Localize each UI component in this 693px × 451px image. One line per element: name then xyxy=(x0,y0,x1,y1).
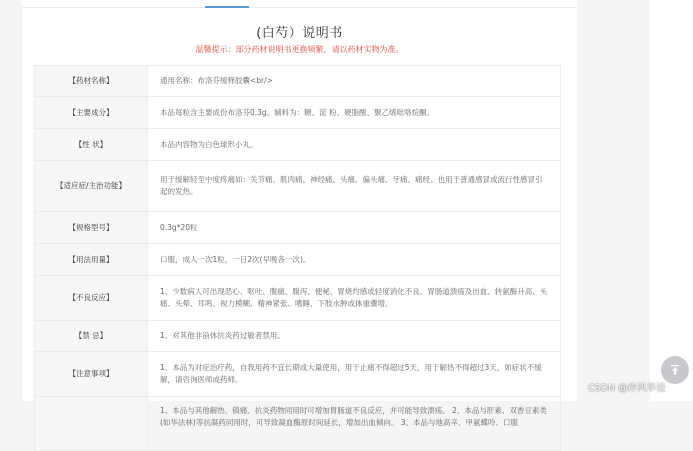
row-label: 【药材名称】 xyxy=(35,66,148,97)
instruction-card xyxy=(22,0,577,427)
notice-text: 温馨提示：部分药材说明书更换频繁，请以药材实物为准。 xyxy=(195,45,404,54)
table-row xyxy=(35,97,561,129)
right-side-panel xyxy=(650,0,693,401)
table-row xyxy=(35,212,561,244)
row-label: 【不良反应】 xyxy=(35,276,148,321)
row-label: 【主要成分】 xyxy=(35,97,148,129)
table-row xyxy=(35,352,561,397)
left-gutter xyxy=(0,0,22,401)
row-label: 【规格型号】 xyxy=(35,212,148,244)
table-row xyxy=(35,244,561,276)
arrow-up-to-top-icon xyxy=(669,364,681,376)
table-row xyxy=(35,321,561,352)
tab-bar-divider xyxy=(22,7,577,8)
watermark: CSDN @岸风毕设 xyxy=(588,383,666,394)
spec-table xyxy=(34,65,561,451)
row-value: 本品每粒含主要成份布洛芬0.3g。辅料为：糖、淀 粉、硬脂酸、聚乙烯吡咯烷酮。 xyxy=(148,97,561,129)
table-row xyxy=(35,397,561,451)
active-tab-indicator[interactable] xyxy=(205,6,249,8)
page-title: (白芍）说明书 xyxy=(256,26,343,41)
row-value: 1、少数病人可出现恶心、呕吐、腹痛、腹泻、便秘、胃烧灼感或轻度消化不良、胃肠道溃疡及出血、转氨酶升高、头痛、头晕、耳鸣、视力模糊、精神紧张、嗜睡、下肢水肿或体重骤增。 xyxy=(148,276,561,321)
row-value: 本品内容物为白色球形小丸。 xyxy=(148,129,561,161)
row-label: 【禁 忌】 xyxy=(35,321,148,352)
row-label: 【用法用量】 xyxy=(35,244,148,276)
row-label: 【注意事项】 xyxy=(35,352,148,397)
row-value: 0.3g*20粒 xyxy=(148,212,561,244)
table-row xyxy=(35,161,561,212)
row-label: 【性 状】 xyxy=(35,129,148,161)
row-value: 1、本品为对症治疗药，自我用药不宜长期或大量使用，用于止痛不得超过5天，用于解热不得超过3天，如症状不缓解，请咨询医师或药师。 xyxy=(148,352,561,397)
row-value: 用于缓解轻至中度疼痛如：关节痛、肌肉痛、神经痛、头痛、偏头痛、牙痛、痛经。也用于普通感冒或流行性感冒引起的发热。 xyxy=(148,161,561,212)
table-row xyxy=(35,129,561,161)
row-label xyxy=(35,397,148,451)
table-row xyxy=(35,276,561,321)
row-value: 1、对其他非甾体抗炎药过敏者禁用。 xyxy=(148,321,561,352)
row-value: 通用名称：布洛芬缓释胶囊<br/> xyxy=(148,66,561,97)
row-value: 口服，成人一次1粒，一日2次(早晚各一次)。 xyxy=(148,244,561,276)
row-value: 1、本品与其他解热、镇痛、抗炎药物同用时可增加胃肠道不良反应，并可能导致溃疡。 2、本品与肝素、双香豆素类(如华法林)等抗凝药同用时，可导致凝血酶原时间延长，增加出血倾向。 3、本品与地高辛、甲氨蝶呤、口服 xyxy=(148,397,561,451)
table-row xyxy=(35,66,561,97)
row-label: 【适应症/主治功能】 xyxy=(35,161,148,212)
